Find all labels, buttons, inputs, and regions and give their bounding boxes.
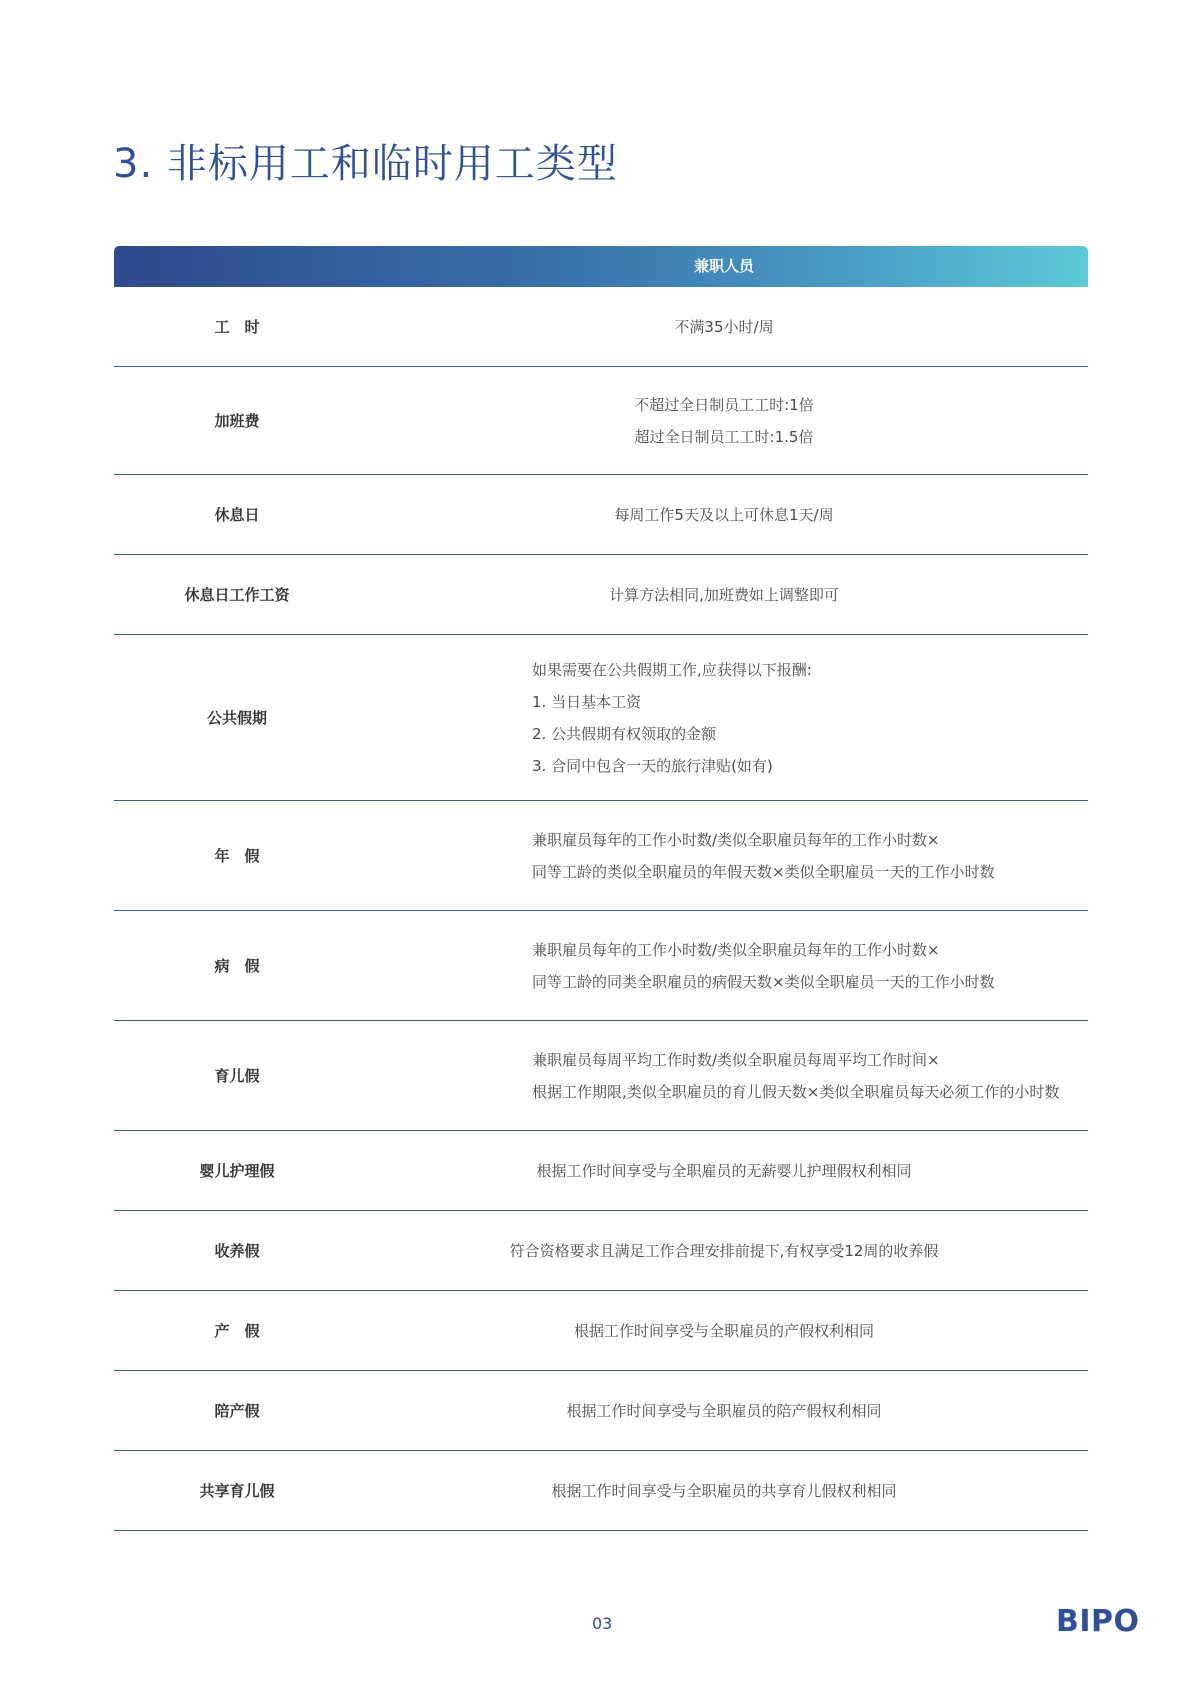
row-content-line: 兼职雇员每年的工作小时数/类似全职雇员每年的工作小时数×: [532, 940, 940, 959]
row-label: 共享育儿假: [199, 1482, 275, 1500]
page-title: 3. 非标用工和临时用工类型: [113, 141, 618, 187]
row-content-line: 不满35小时/周: [674, 317, 774, 336]
table-row-working-hours: [114, 287, 1088, 367]
leave-policy-table: [114, 246, 1088, 1531]
row-content-line: 兼职雇员每周平均工作时数/类似全职雇员每周平均工作时间×: [532, 1050, 940, 1069]
row-content-line: 超过全日制员工工时:1.5倍: [634, 427, 814, 446]
table-row-sick-leave: [114, 911, 1088, 1021]
row-content-line: 1. 当日基本工资: [532, 692, 642, 711]
row-label: 年 假: [214, 847, 260, 865]
row-content-line: 3. 合同中包含一天的旅行津贴(如有): [532, 756, 773, 775]
table-row-annual-leave: [114, 801, 1088, 911]
row-content: [360, 1315, 1088, 1347]
table-row-paternity-leave: [114, 1371, 1088, 1451]
row-content: [360, 1395, 1088, 1427]
table-row-parental-leave: [114, 1021, 1088, 1131]
row-content-line: 2. 公共假期有权领取的金额: [532, 724, 717, 743]
row-label: 病 假: [214, 957, 260, 975]
row-content-line: 同等工龄的同类全职雇员的病假天数×类似全职雇员一天的工作小时数: [532, 972, 995, 991]
row-content-line: 如果需要在公共假期工作,应获得以下报酬:: [532, 660, 812, 679]
row-content-line: 根据工作时间享受与全职雇员的共享育儿假权利相同: [551, 1481, 897, 1500]
row-label: 收养假: [214, 1242, 260, 1260]
row-content: [360, 389, 1088, 453]
row-label: 休息日工作工资: [184, 586, 290, 604]
row-label: 休息日: [214, 506, 260, 524]
table-row-public-holiday: [114, 635, 1088, 801]
row-content-line: 根据工作时间享受与全职雇员的陪产假权利相同: [566, 1401, 882, 1420]
row-content: [360, 1155, 1088, 1187]
table-row-adoption-leave: [114, 1211, 1088, 1291]
bipo-logo: BIPO: [1056, 1604, 1140, 1639]
row-content: [360, 1044, 1088, 1108]
table-header-label: 兼职人员: [693, 257, 754, 275]
table-row-overtime-pay: [114, 367, 1088, 475]
table-row-infant-care-leave: [114, 1131, 1088, 1211]
table-header: [114, 246, 1088, 287]
row-content: [360, 824, 1088, 888]
table-row-rest-day: [114, 475, 1088, 555]
row-label: 育儿假: [214, 1067, 260, 1085]
row-content-line: 兼职雇员每年的工作小时数/类似全职雇员每年的工作小时数×: [532, 830, 940, 849]
table-row-maternity-leave: [114, 1291, 1088, 1371]
row-label: 陪产假: [214, 1402, 260, 1420]
row-content-line: 同等工龄的类似全职雇员的年假天数×类似全职雇员一天的工作小时数: [532, 862, 995, 881]
row-content: [360, 579, 1088, 611]
row-label: 公共假期: [206, 709, 267, 727]
row-content: [360, 654, 1088, 782]
row-content: [360, 311, 1088, 343]
row-content: [360, 934, 1088, 998]
row-content-line: 根据工作期限,类似全职雇员的育儿假天数×类似全职雇员每天必须工作的小时数: [532, 1082, 1060, 1101]
row-content-line: 根据工作时间享受与全职雇员的产假权利相同: [573, 1321, 874, 1340]
row-content-line: 每周工作5天及以上可休息1天/周: [614, 505, 834, 524]
row-content-line: 不超过全日制员工工时:1倍: [634, 395, 814, 414]
row-label: 加班费: [214, 412, 260, 430]
row-content: [360, 1475, 1088, 1507]
row-content: [360, 499, 1088, 531]
row-content-line: 根据工作时间享受与全职雇员的无薪婴儿护理假权利相同: [536, 1161, 912, 1180]
row-label: 婴儿护理假: [199, 1162, 275, 1180]
page-number: 03: [592, 1614, 613, 1633]
row-content-line: 计算方法相同,加班费如上调整即可: [609, 585, 839, 604]
table-row-shared-parental-leave: [114, 1451, 1088, 1531]
row-label: 工 时: [214, 318, 260, 336]
row-label: 产 假: [214, 1322, 260, 1340]
row-content: [360, 1235, 1088, 1267]
table-row-rest-day-pay: [114, 555, 1088, 635]
row-content-line: 符合资格要求且满足工作合理安排前提下,有权享受12周的收养假: [509, 1241, 939, 1260]
